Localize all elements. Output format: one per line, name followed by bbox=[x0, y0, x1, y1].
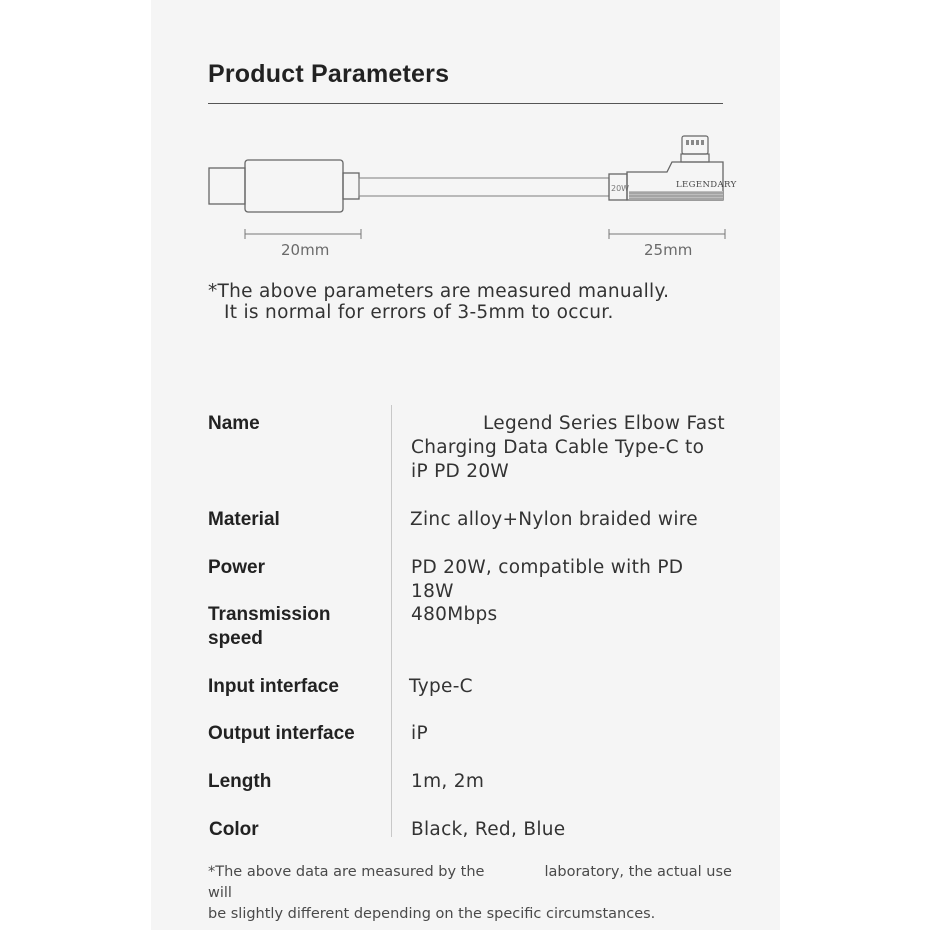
spec-value: Black, Red, Blue bbox=[411, 819, 566, 840]
spec-key: Input interface bbox=[208, 676, 339, 697]
spec-key: Name bbox=[208, 413, 260, 434]
brand-marking: LEGENDARY bbox=[676, 180, 737, 190]
type-c-plug-tip bbox=[209, 168, 245, 204]
dimension-label-left: 20mm bbox=[281, 241, 330, 259]
spec-key: Power bbox=[208, 557, 266, 578]
spec-key: Material bbox=[208, 509, 280, 530]
spec-value: 480Mbps bbox=[411, 604, 498, 625]
spec-value: iP bbox=[411, 723, 428, 744]
lightning-neck bbox=[681, 154, 709, 162]
lightning-plug bbox=[682, 136, 708, 154]
cable-body bbox=[359, 178, 609, 196]
spec-value: Type-C bbox=[409, 676, 473, 697]
spec-key: Color bbox=[209, 819, 259, 840]
spec-key: Transmission speed bbox=[208, 604, 331, 649]
spec-key: Length bbox=[208, 771, 272, 792]
spec-value: Zinc alloy+Nylon braided wire bbox=[410, 509, 698, 530]
measurement-note-line1: *The above parameters are measured manually. bbox=[208, 281, 670, 302]
page-title: Product Parameters bbox=[208, 60, 450, 88]
spec-table-divider bbox=[391, 405, 392, 837]
title-divider bbox=[208, 103, 723, 104]
spec-value: PD 20W, compatible with PD 18W bbox=[411, 557, 684, 602]
type-c-housing bbox=[245, 160, 343, 212]
spec-key: Output interface bbox=[208, 723, 355, 744]
cable-diagram bbox=[151, 120, 780, 280]
measurement-note bbox=[208, 281, 728, 323]
product-parameters-card bbox=[151, 0, 780, 930]
spec-value: 1m, 2m bbox=[411, 771, 485, 792]
power-marking: 20W bbox=[611, 184, 630, 193]
strain-relief-left bbox=[343, 173, 359, 199]
dimension-label-right: 25mm bbox=[644, 241, 693, 259]
spec-value: Legend Series Elbow Fast Charging Data Cable Type-C to iP PD 20W bbox=[411, 413, 725, 482]
measurement-note-line2: It is normal for errors of 3-5mm to occur. bbox=[224, 302, 614, 323]
footer-disclaimer: *The above data are measured by the laboratory, the actual use will be slightly different depending on the specific circumstances. bbox=[208, 864, 732, 922]
